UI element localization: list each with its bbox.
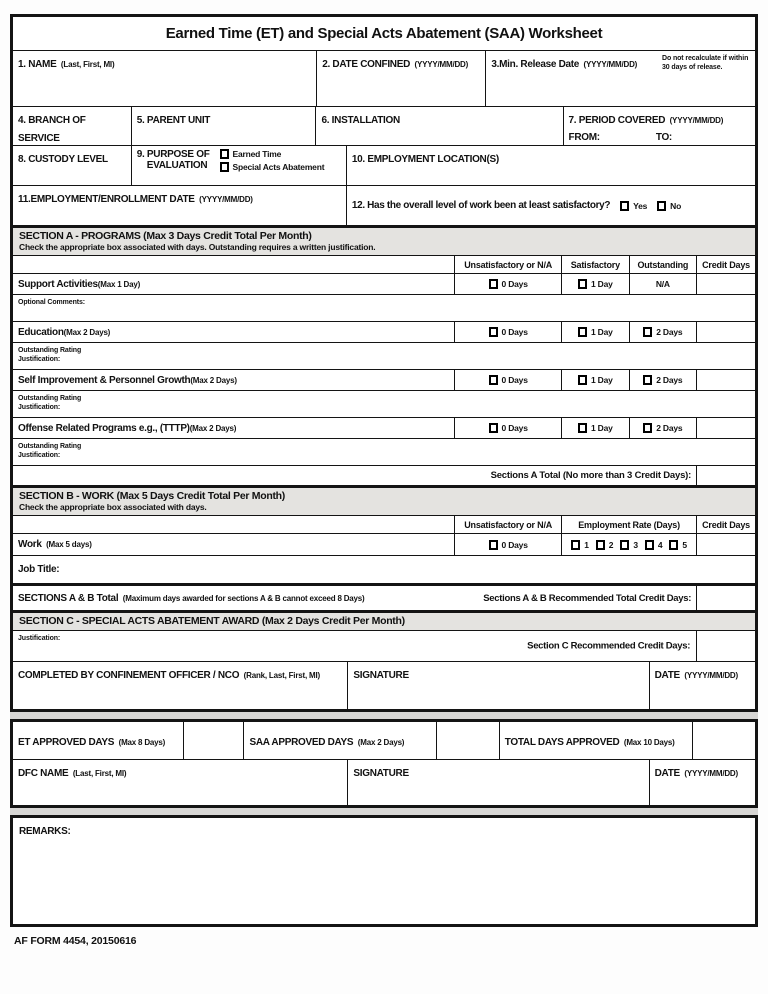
remarks-field[interactable] xyxy=(10,815,758,927)
rate-2-label: 2 xyxy=(608,539,614,550)
min-release-field[interactable] xyxy=(486,51,755,106)
education-2days-checkbox[interactable] xyxy=(643,327,652,337)
dfc-date-field[interactable] xyxy=(650,760,755,805)
period-to-label: TO: xyxy=(655,132,672,143)
education-label-cell xyxy=(13,322,455,342)
min-release-note: Do not recalculate if within 30 days of release. xyxy=(661,55,749,72)
section-a-title: SECTION A - PROGRAMS (Max 3 Days Credit Total Per Month) xyxy=(19,230,312,242)
employment-locations-label: 10. EMPLOYMENT LOCATION(S) xyxy=(351,154,499,165)
branch-of-service-field[interactable] xyxy=(13,107,132,145)
offense-related-1day-checkbox[interactable] xyxy=(578,423,587,433)
self-improvement-0days-label: 0 Days xyxy=(501,375,528,385)
min-release-label: 3.Min. Release Date xyxy=(491,59,580,70)
section-b-blank-header xyxy=(13,516,455,533)
program-row-support-activities xyxy=(13,274,755,295)
satisfactory-yes-checkbox[interactable] xyxy=(620,201,629,211)
custody-level-field[interactable] xyxy=(13,146,132,185)
program-row-self-improvement xyxy=(13,370,755,391)
yes-label: Yes xyxy=(633,200,648,211)
earned-time-option-label: Earned Time xyxy=(232,149,282,159)
work-rate-2-checkbox[interactable] xyxy=(596,540,605,550)
worksheet-page xyxy=(10,14,758,947)
work-rate-3-checkbox[interactable] xyxy=(620,540,629,550)
program-row-offense-related xyxy=(13,418,755,439)
support-1day-checkbox[interactable] xyxy=(578,279,587,289)
work-label: Work xyxy=(18,539,42,550)
education-paren: (Max 2 Days) xyxy=(63,327,111,337)
self-improvement-2days-label: 2 Days xyxy=(656,375,683,385)
support-activities-label: Support Activities xyxy=(18,278,98,290)
form-title: Earned Time (ET) and Special Acts Abatement (SAA) Worksheet xyxy=(165,25,603,42)
work-paren: (Max 5 days) xyxy=(46,540,92,549)
purpose-of-evaluation-field xyxy=(132,146,347,185)
education-label: Education xyxy=(18,326,64,338)
work-rate-1-checkbox[interactable] xyxy=(571,540,580,550)
column-credit-days-b: Credit Days xyxy=(702,519,750,530)
name-field[interactable] xyxy=(13,51,317,106)
justification-label: Justification: xyxy=(18,356,61,364)
work-rate-4-checkbox[interactable] xyxy=(645,540,654,550)
education-0days-label: 0 Days xyxy=(501,327,528,337)
title-row xyxy=(13,17,755,51)
optional-comments-label: Optional Comments: xyxy=(18,299,86,306)
et-approved-days-paren: (Max 8 Days) xyxy=(118,737,166,747)
support-activities-label-cell xyxy=(13,274,455,294)
self-improvement-label-cell xyxy=(13,370,455,390)
offense-related-2days-label: 2 Days xyxy=(656,423,683,433)
self-improvement-1day-checkbox[interactable] xyxy=(578,375,587,385)
period-paren: (YYYY/MM/DD) xyxy=(669,116,724,125)
date-confined-paren: (YYYY/MM/DD) xyxy=(414,60,469,69)
officer-signature-field[interactable] xyxy=(348,662,649,709)
sections-ab-total-field[interactable] xyxy=(697,586,755,610)
work-rate-5-checkbox[interactable] xyxy=(669,540,678,550)
remarks-label: REMARKS: xyxy=(19,826,71,837)
installation-field[interactable] xyxy=(316,107,563,145)
special-acts-option-label: Special Acts Abatement xyxy=(232,162,325,172)
education-1day-checkbox[interactable] xyxy=(578,327,587,337)
education-credit-days-field[interactable] xyxy=(697,322,755,342)
section-b-subtitle: Check the appropriate box associated with days. xyxy=(19,502,207,512)
name-paren: (Last, First, MI) xyxy=(60,60,115,69)
period-from-label: FROM: xyxy=(568,132,600,143)
main-form-block xyxy=(10,14,758,712)
period-label: 7. PERIOD COVERED xyxy=(568,115,666,126)
offense-related-justification-row[interactable] xyxy=(13,439,755,466)
saa-approved-days-paren: (Max 2 Days) xyxy=(357,737,405,747)
education-0days-checkbox[interactable] xyxy=(489,327,498,337)
section-c-justification-label: Justification: xyxy=(18,635,61,642)
saa-approved-days-label: SAA APPROVED DAYS xyxy=(249,736,354,748)
education-1day-label: 1 Day xyxy=(590,327,613,337)
sections-a-total-label: Sections A Total (No more than 3 Credit Days): xyxy=(13,466,697,485)
column-outstanding: Outstanding xyxy=(630,256,698,273)
min-release-paren: (YYYY/MM/DD) xyxy=(583,60,638,69)
officer-date-field[interactable] xyxy=(650,662,755,709)
sections-ab-total-paren: (Maximum days awarded for sections A & B cannot exceed 8 Days) xyxy=(122,593,365,603)
date-confined-field[interactable] xyxy=(317,51,486,106)
support-activities-paren: (Max 1 Day) xyxy=(97,279,141,289)
form-number: AF FORM 4454, 20150616 xyxy=(14,935,137,947)
employment-date-paren: (YYYY/MM/DD) xyxy=(199,195,253,204)
date-confined-label: 2. DATE CONFINED xyxy=(322,59,411,70)
et-approved-days-label-cell xyxy=(13,722,184,759)
rate-3-label: 3 xyxy=(633,539,638,550)
support-comments-row[interactable] xyxy=(13,295,755,322)
job-title-row[interactable] xyxy=(13,556,755,584)
education-justification-row[interactable] xyxy=(13,343,755,370)
name-label: 1. NAME xyxy=(18,59,57,70)
justification-label: Justification: xyxy=(18,404,61,412)
work-0days-checkbox[interactable] xyxy=(489,540,498,550)
block-divider xyxy=(10,808,758,815)
offense-related-label: Offense Related Programs e.g., (TTTP) xyxy=(18,422,190,434)
installation-label: 6. INSTALLATION xyxy=(321,115,400,126)
satisfactory-question-field xyxy=(347,186,755,225)
dfc-name-label: DFC NAME xyxy=(18,768,69,779)
section-c-recommended-label: Section C Recommended Credit Days: xyxy=(527,640,691,652)
rate-5-label: 5 xyxy=(682,539,687,550)
self-improvement-paren: (Max 2 Days) xyxy=(190,375,237,385)
purpose-label-line1: 9. PURPOSE OF xyxy=(136,149,210,160)
support-credit-days-field[interactable] xyxy=(697,274,755,294)
section-a-blank-header xyxy=(13,256,455,273)
job-title-label: Job Title: xyxy=(18,564,60,575)
justification-label: Justification: xyxy=(18,452,61,460)
completed-by-paren: (Rank, Last, First, MI) xyxy=(243,671,320,680)
total-days-approved-paren: (Max 10 Days) xyxy=(623,737,675,747)
sections-a-total-field[interactable] xyxy=(697,466,755,485)
rate-1-label: 1 xyxy=(584,539,589,550)
satisfactory-no-checkbox[interactable] xyxy=(657,201,666,211)
officer-date-label: DATE xyxy=(654,670,680,681)
completed-by-field[interactable] xyxy=(13,662,348,709)
earned-time-checkbox[interactable] xyxy=(220,149,229,159)
offense-related-paren: (Max 2 Days) xyxy=(189,423,237,433)
self-improvement-2days-checkbox[interactable] xyxy=(643,375,652,385)
special-acts-abatement-checkbox[interactable] xyxy=(220,162,229,172)
custody-label: 8. CUSTODY LEVEL xyxy=(18,154,108,165)
support-0days-checkbox[interactable] xyxy=(489,279,498,289)
approval-block xyxy=(10,719,758,808)
education-2days-label: 2 Days xyxy=(656,327,683,337)
branch-label: 4. BRANCH OF SERVICE xyxy=(18,115,86,144)
self-improvement-justification-row[interactable] xyxy=(13,391,755,418)
purpose-label-line2: EVALUATION xyxy=(146,160,208,171)
dfc-name-field[interactable] xyxy=(13,760,348,805)
column-satisfactory: Satisfactory xyxy=(562,256,630,273)
dfc-date-label: DATE xyxy=(654,768,680,779)
employment-locations-field[interactable] xyxy=(347,146,755,185)
offense-related-credit-days-field[interactable] xyxy=(697,418,755,438)
employment-enrollment-date-field[interactable] xyxy=(13,186,347,225)
et-approved-days-label: ET APPROVED DAYS xyxy=(18,736,115,748)
rate-4-label: 4 xyxy=(657,539,663,550)
dfc-signature-label: SIGNATURE xyxy=(353,768,409,779)
support-na-label: N/A xyxy=(655,279,670,289)
offense-related-0days-checkbox[interactable] xyxy=(489,423,498,433)
dfc-signature-field[interactable] xyxy=(348,760,649,805)
work-row xyxy=(13,534,755,556)
self-improvement-1day-label: 1 Day xyxy=(590,375,613,385)
column-unsatisfactory: Unsatisfactory or N/A xyxy=(455,256,562,273)
parent-unit-field[interactable] xyxy=(132,107,317,145)
parent-unit-label: 5. PARENT UNIT xyxy=(136,115,211,126)
section-a-header xyxy=(13,226,755,256)
dfc-date-paren: (YYYY/MM/DD) xyxy=(684,769,738,778)
column-unsatisfactory-b: Unsatisfactory or N/A xyxy=(455,516,562,533)
completed-by-label: COMPLETED BY CONFINEMENT OFFICER / NCO xyxy=(18,670,240,681)
self-improvement-label: Self Improvement & Personnel Growth xyxy=(18,374,191,386)
saa-approved-days-label-cell xyxy=(244,722,436,759)
offense-related-label-cell xyxy=(13,418,455,438)
sections-ab-total-label: SECTIONS A & B Total xyxy=(18,592,119,604)
dfc-name-paren: (Last, First, MI) xyxy=(72,769,127,778)
program-row-education xyxy=(13,322,755,343)
et-approved-days-field[interactable] xyxy=(184,722,244,759)
no-label: No xyxy=(670,200,682,211)
officer-signature-label: SIGNATURE xyxy=(353,670,409,681)
section-a-subtitle: Check the appropriate box associated with days. Outstanding requires a written justification. xyxy=(19,242,376,252)
offense-related-2days-checkbox[interactable] xyxy=(643,423,652,433)
section-b-title: SECTION B - WORK (Max 5 Days Credit Total Per Month) xyxy=(19,490,285,502)
block-divider xyxy=(10,712,758,719)
total-days-approved-field[interactable] xyxy=(693,722,755,759)
total-days-approved-label-cell xyxy=(500,722,693,759)
period-covered-field[interactable] xyxy=(564,107,755,145)
sections-ab-recommended-label: Sections A & B Recommended Total Credit Days: xyxy=(483,592,692,604)
outstanding-rating-label: Outstanding Rating xyxy=(18,443,82,450)
support-0days-label: 0 Days xyxy=(501,279,528,289)
section-c-header xyxy=(13,611,755,631)
section-c-title: SECTION C - SPECIAL ACTS ABATEMENT AWARD (Max 2 Days Credit Per Month) xyxy=(19,615,405,627)
self-improvement-0days-checkbox[interactable] xyxy=(489,375,498,385)
work-credit-days-field[interactable] xyxy=(697,534,755,555)
outstanding-rating-label: Outstanding Rating xyxy=(18,395,82,402)
saa-approved-days-field[interactable] xyxy=(437,722,500,759)
offense-related-1day-label: 1 Day xyxy=(590,423,613,433)
outstanding-rating-label: Outstanding Rating xyxy=(18,347,82,354)
employment-date-label: 11.EMPLOYMENT/ENROLLMENT DATE xyxy=(18,194,195,205)
offense-related-0days-label: 0 Days xyxy=(501,423,528,433)
work-0days-label: 0 Days xyxy=(501,539,528,550)
section-b-header xyxy=(13,486,755,516)
officer-date-paren: (YYYY/MM/DD) xyxy=(684,671,738,680)
total-days-approved-label: TOTAL DAYS APPROVED xyxy=(504,736,620,748)
section-c-credit-days-field[interactable] xyxy=(697,631,755,661)
support-1day-label: 1 Day xyxy=(590,279,613,289)
self-improvement-credit-days-field[interactable] xyxy=(697,370,755,390)
column-credit-days: Credit Days xyxy=(702,259,750,270)
satisfactory-question-label: 12. Has the overall level of work been at least satisfactory? xyxy=(351,200,611,211)
column-employment-rate: Employment Rate (Days) xyxy=(562,516,697,533)
work-label-cell xyxy=(13,534,455,555)
